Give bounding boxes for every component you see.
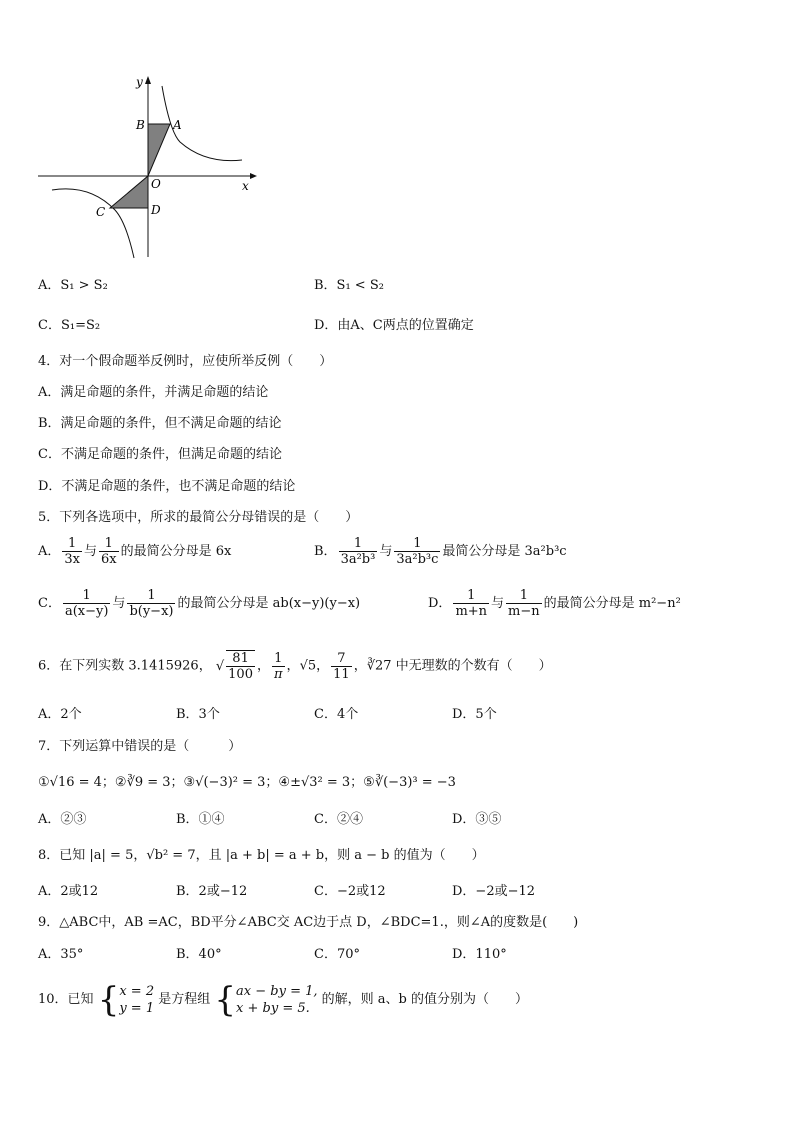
q7-option-d[interactable]: D．③⑤	[452, 812, 502, 827]
fraction-numerator: 7	[331, 651, 352, 667]
q6-option-d[interactable]: D．5个	[452, 707, 497, 722]
q5-stem: 5．下列各选项中，所求的最简公分母错误的是（ ）	[38, 510, 359, 525]
fraction-denominator: 3x	[64, 552, 80, 567]
fraction-denominator: m−n	[508, 604, 540, 619]
fraction-denominator: b(y−x)	[129, 604, 174, 619]
q5-option-b[interactable]	[314, 536, 567, 567]
q10-sys2-lines	[236, 983, 317, 1017]
q5-option-a[interactable]	[38, 536, 231, 567]
q10-sys1-line2: y = 1	[119, 1001, 155, 1016]
fraction-numerator: 1	[99, 536, 119, 552]
q8-option-d[interactable]: D．−2或−12	[452, 884, 536, 899]
q5-c-label: C．	[38, 596, 61, 611]
q10-sys1-line1: x = 2	[119, 984, 155, 999]
q5-d-tail: 的最简公分母是 m²−n²	[543, 596, 681, 611]
q10-sys2-line2: x + by = 5.	[236, 1001, 310, 1016]
triangle-aob	[148, 124, 170, 176]
q8-option-b[interactable]: B．2或−12	[176, 884, 248, 899]
fraction-numerator: 1	[62, 536, 82, 552]
q10-system-solution	[98, 982, 154, 1018]
q5-c-mid: 与	[112, 596, 126, 611]
q6-option-c[interactable]: C．4个	[314, 707, 359, 722]
q8-stem: 8．已知 |a| = 5，√b² = 7，且 |a + b| = a + b，则 a − b 的值为（ ）	[38, 848, 485, 863]
fraction-denominator: 100	[228, 667, 253, 682]
fraction-numerator: 81	[226, 651, 255, 667]
q4-stem: 4．对一个假命题举反例时，应使所举反例（ ）	[38, 354, 333, 369]
point-b-label: B	[136, 118, 145, 132]
q3-option-b[interactable]: B．S₁ < S₂	[314, 278, 384, 293]
q5-option-d[interactable]	[428, 588, 681, 619]
q3-option-a[interactable]: A．S₁ > S₂	[38, 278, 108, 293]
fraction-numerator: 1	[272, 651, 285, 667]
q5-option-c[interactable]	[38, 588, 360, 619]
q6-pi-frac	[272, 651, 285, 682]
q5-b-mid: 与	[379, 544, 393, 559]
q10-sys1-lines	[119, 983, 154, 1017]
q9-stem: 9．△ABC中，AB =AC，BD平分∠ABC交 AC边于点 D，∠BDC=1.，则∠A的度数是( )	[38, 915, 579, 930]
q6-option-b[interactable]: B．3个	[176, 707, 220, 722]
point-a-label: A	[173, 118, 182, 132]
fraction-denominator: a(x−y)	[64, 604, 109, 619]
q6-seven-eleventh	[331, 651, 352, 682]
triangle-cod	[110, 176, 148, 208]
y-axis-label: y	[136, 75, 143, 89]
fraction-numerator: 1	[394, 536, 440, 552]
q6-sqrt-frac: √ $\frac{81}{100}$	[215, 651, 253, 682]
q5-b-label: B．	[314, 544, 337, 559]
q10-label: 10．已知	[38, 992, 94, 1007]
q5-a-mid: 与	[84, 544, 98, 559]
q10-sys2-line1: ax − by = 1,	[236, 984, 318, 999]
q9-option-b[interactable]: B．40°	[176, 947, 222, 962]
q10-system-equations	[214, 982, 317, 1018]
q7-option-c[interactable]: C．②④	[314, 812, 363, 827]
q5-b-frac2	[394, 536, 440, 567]
fraction-numerator: 1	[63, 588, 110, 604]
q6-stem-prefix: 6．在下列实数 3.1415926，	[38, 658, 212, 674]
q5-a-label: A．	[38, 544, 61, 559]
q4-option-d[interactable]: D．不满足命题的条件，也不满足命题的结论	[38, 479, 296, 494]
fraction-numerator: 1	[127, 588, 175, 604]
q5-b-tail: 最简公分母是 3a²b³c	[442, 544, 567, 559]
fraction-numerator: 1	[453, 588, 489, 604]
q5-a-frac1	[62, 536, 82, 567]
q7-option-b[interactable]: B．①④	[176, 812, 225, 827]
q5-d-frac1	[453, 588, 489, 619]
y-axis-arrow	[145, 76, 151, 84]
fraction-denominator: 3a²b³c	[396, 552, 439, 567]
q7-stem: 7．下列运算中错误的是（ ）	[38, 739, 242, 754]
q3-option-d[interactable]: D．由A、C两点的位置确定	[314, 318, 474, 333]
fraction-denominator: 3a²b³	[340, 552, 376, 567]
q10-tail: 的解，则 a、b 的值分别为（ ）	[321, 992, 528, 1007]
q4-option-b[interactable]: B．满足命题的条件，但不满足命题的结论	[38, 416, 282, 431]
fraction-denominator: π	[274, 666, 283, 682]
fraction-denominator: m+n	[455, 604, 488, 619]
q5-b-frac1	[339, 536, 378, 567]
q5-d-label: D．	[428, 596, 452, 611]
q9-option-a[interactable]: A．35°	[38, 947, 84, 962]
q8-option-c[interactable]: C．−2或12	[314, 884, 386, 899]
q6-cbrt27: ∛27	[366, 658, 392, 674]
q6-sqrt5: √5	[299, 658, 317, 674]
x-axis-arrow	[250, 173, 257, 179]
q4-option-c[interactable]: C．不满足命题的条件，但满足命题的结论	[38, 447, 282, 462]
q5-a-frac2	[99, 536, 119, 567]
fraction-numerator: 1	[339, 536, 378, 552]
q8-option-a[interactable]: A．2或12	[38, 884, 99, 899]
point-d-label: D	[151, 203, 161, 217]
q5-a-tail: 的最简公分母是 6x	[120, 544, 232, 559]
q5-d-mid: 与	[491, 596, 505, 611]
fraction-numerator: 1	[506, 588, 542, 604]
q9-option-d[interactable]: D．110°	[452, 947, 507, 962]
q6-stem: 6．在下列实数 3.1415926， √ $\frac{81}{100}$ ， $\frac{1}{\pi}$ ，√5， $\frac{7}{11}$ ，∛27 中无理数的个数有（ ）	[38, 650, 552, 682]
hyperbola-figure	[30, 72, 260, 262]
q6-stem-suffix: 中无理数的个数有（ ）	[395, 658, 552, 674]
q5-c-frac1	[63, 588, 110, 619]
q5-c-tail: 的最简公分母是 ab(x−y)(y−x)	[177, 596, 361, 611]
left-brace-icon: {	[97, 980, 120, 1020]
q5-c-frac2	[127, 588, 175, 619]
q10-mid: 是方程组	[158, 992, 211, 1007]
fraction-denominator: 11	[333, 666, 350, 682]
q6-sqrt-inner	[226, 650, 255, 682]
point-c-label: C	[96, 205, 106, 219]
q6-option-a[interactable]: A．2个	[38, 707, 82, 722]
origin-label: O	[151, 177, 161, 191]
q5-d-frac2	[506, 588, 542, 619]
q10-stem	[38, 982, 528, 1018]
q4-option-a[interactable]: A．满足命题的条件，并满足命题的结论	[38, 385, 269, 400]
fraction-denominator: 6x	[101, 552, 117, 567]
q7-option-a[interactable]: A．②③	[38, 812, 87, 827]
left-brace-icon: {	[214, 980, 237, 1020]
q7-expression: ①√16 = 4；②∛9 = 3；③√(−3)² = 3；④±√3² = 3；⑤∛(−3)³ = −3	[38, 775, 456, 790]
q9-option-c[interactable]: C．70°	[314, 947, 360, 962]
x-axis-label: x	[242, 179, 249, 193]
q3-option-c[interactable]: C．S₁=S₂	[38, 318, 101, 333]
